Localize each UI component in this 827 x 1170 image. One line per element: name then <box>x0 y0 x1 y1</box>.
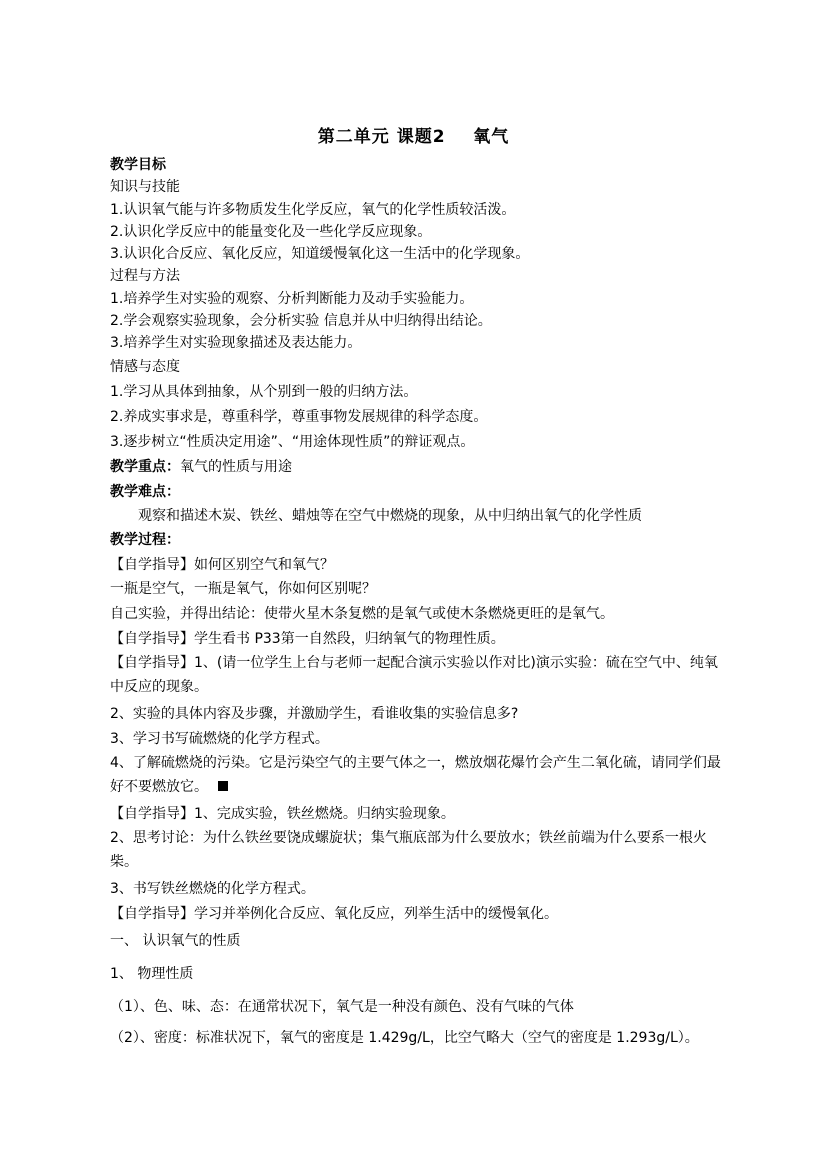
guide-3-line-3: 3、学习书写硫燃烧的化学方程式。 <box>110 731 329 747</box>
attitude-item-3: 3.逐步树立“性质决定用途”、“用途体现性质”的辩证观点。 <box>110 434 475 450</box>
guide-tag: 【自学指导】 <box>110 806 194 822</box>
guide-3-line-4 <box>110 751 730 799</box>
knowledge-item-2: 2.认识化学反应中的能量变化及一些化学反应现象。 <box>110 224 432 240</box>
guide-text: 1、完成实验，铁丝燃烧。归纳实验现象。 <box>194 806 455 822</box>
guide-text: 1、(请一位学生上台与老师一起配合演示实验以作对比)演示实验：硫在空气中、纯氧中反应的现象。 <box>110 655 718 695</box>
guide-3-line-2: 2、实验的具体内容及步骤，并激励学生，看谁收集的实验信息多? <box>110 706 519 722</box>
difficulty-text: 观察和描述木炭、铁丝、蜡烛等在空气中燃烧的现象，从中归纳出氧气的化学性质 <box>138 508 642 524</box>
process-item-2: 2.学会观察实验现象，会分析实验 信息并从中归纳得出结论。 <box>110 313 492 329</box>
guide-tag: 【自学指导】 <box>110 906 194 922</box>
process-item-1: 1.培养学生对实验的观察、分析判断能力及动手实验能力。 <box>110 291 474 307</box>
guide-3-line-4-text: 4、了解硫燃烧的污染。它是污染空气的主要气体之一，燃放烟花爆竹会产生二氧化硫，请同学们最好不要燃放它。 <box>110 755 721 795</box>
guide-1-line-3: 自己实验，并得出结论：使带火星木条复燃的是氧气或使木条燃烧更旺的是氧气。 <box>110 606 614 622</box>
guide-4-line-2: 2、思考讨论：为什么铁丝要饶成螺旋状；集气瓶底部为什么要放水；铁丝前端为什么要系一根火柴。 <box>110 830 707 870</box>
square-bullet-icon <box>218 781 228 791</box>
guide-3 <box>110 651 730 699</box>
subheading-process: 过程与方法 <box>110 268 180 284</box>
guide-tag: 【自学指导】 <box>110 655 194 671</box>
physical-property-2: （2）、密度：标准状况下，氧气的密度是 1.429g/L，比空气略大（空气的密度是 1.293g/L）。 <box>110 1030 699 1046</box>
key-point-label: 教学重点： <box>110 459 180 475</box>
guide-text: 如何区别空气和氧气？ <box>194 557 334 573</box>
key-point-text: 氧气的性质与用途 <box>180 459 292 475</box>
knowledge-item-3: 3.认识化合反应、氧化反应，知道缓慢氧化这一生活中的化学现象。 <box>110 246 530 262</box>
section-1-1-heading: 1、 物理性质 <box>110 966 194 982</box>
guide-tag: 【自学指导】 <box>110 557 194 573</box>
process-label: 教学过程： <box>110 532 180 548</box>
process-item-3: 3.培养学生对实验现象描述及表达能力。 <box>110 335 362 351</box>
guide-2 <box>110 630 730 648</box>
guide-text: 学习并举例化合反应、氧化反应，列举生活中的缓慢氧化。 <box>194 906 558 922</box>
section-1-heading: 一、 认识氧气的性质 <box>110 933 241 949</box>
subheading-knowledge: 知识与技能 <box>110 179 180 195</box>
attitude-item-2: 2.养成实事求是，尊重科学，尊重事物发展规律的科学态度。 <box>110 409 488 425</box>
key-point-line <box>110 458 730 476</box>
guide-tag: 【自学指导】 <box>110 631 194 647</box>
physical-property-1: （1）、色、味、态：在通常状况下，氧气是一种没有颜色、没有气味的气体 <box>110 999 574 1015</box>
guide-text: 学生看书 P33第一自然段，归纳氧气的物理性质。 <box>194 631 505 647</box>
guide-5 <box>110 905 730 923</box>
page-title: 第二单元 课题2 氧气 <box>317 127 510 147</box>
knowledge-item-1: 1.认识氧气能与许多物质发生化学反应，氧气的化学性质较活泼。 <box>110 202 516 218</box>
section-heading-objectives: 教学目标 <box>110 157 166 173</box>
difficulty-label: 教学难点： <box>110 484 180 500</box>
guide-1 <box>110 556 730 574</box>
guide-4 <box>110 805 730 823</box>
guide-1-line-2: 一瓶是空气，一瓶是氧气，你如何区别呢？ <box>110 581 376 597</box>
subheading-attitude: 情感与态度 <box>110 359 180 375</box>
guide-4-line-3: 3、书写铁丝燃烧的化学方程式。 <box>110 881 315 897</box>
attitude-item-1: 1.学习从具体到抽象，从个别到一般的归纳方法。 <box>110 384 418 400</box>
